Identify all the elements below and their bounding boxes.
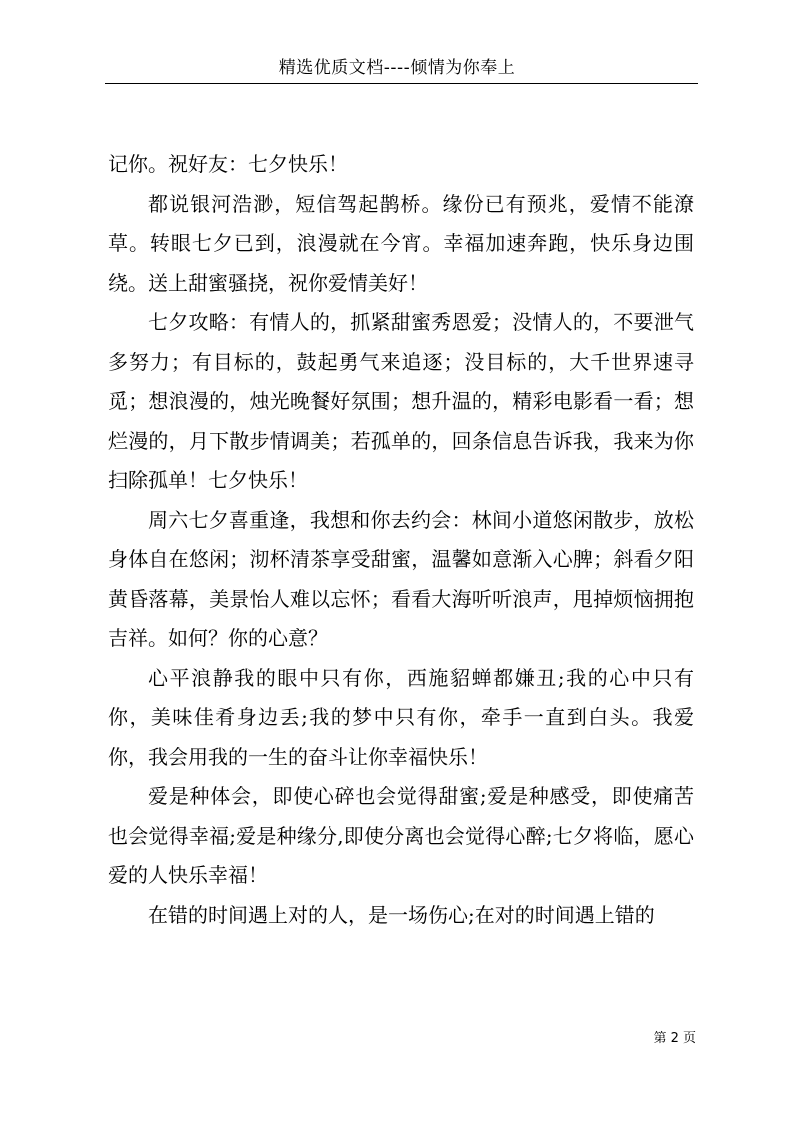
paragraph: 都说银河浩渺，短信驾起鹊桥。缘份已有预兆，爱情不能潦草。转眼七夕已到，浪漫就在今宵。幸福加速奔跑，快乐身边围绕。送上甜蜜骚挠，祝你爱情美好！ <box>108 191 694 295</box>
paragraph: 在错的时间遇上对的人，是一场伤心;在对的时间遇上错的 <box>148 902 655 927</box>
paragraph: 七夕攻略：有情人的，抓紧甜蜜秀恩爱；没情人的，不要泄气多努力；有目标的，鼓起勇气来追逐；没目标的，大千世界速寻觅；想浪漫的，烛光晚餐好氛围；想升温的，精彩电影看一看；想烂漫的，月下散步情调美；若孤单的，回条信息告诉我，我来为你扫除孤单！七夕快乐！ <box>108 310 694 492</box>
paragraph: 周六七夕喜重逢，我想和你去约会：林间小道悠闲散步，放松身体自在悠闲；沏杯清茶享受甜蜜，温馨如意渐入心脾；斜看夕阳黄昏落幕，美景怡人难以忘怀；看看大海听听浪声，甩掉烦恼拥抱吉祥。如何？你的心意？ <box>108 507 694 650</box>
page-header: 精选优质文档----倾情为你奉上 <box>278 58 516 78</box>
page-number: 第 2 页 <box>653 1031 696 1046</box>
document-body <box>108 145 694 935</box>
paragraph-continuation: 记你。祝好友：七夕快乐！ <box>108 152 348 176</box>
header-divider <box>105 83 698 84</box>
paragraph: 心平浪静我的眼中只有你，西施貂蝉都嫌丑;我的心中只有你，美味佳肴身边丢;我的梦中只有你，牵手一直到白头。我爱你，我会用我的一生的奋斗让你幸福快乐！ <box>108 665 694 769</box>
paragraph: 爱是种体会，即使心碎也会觉得甜蜜;爱是种感受，即使痛苦也会觉得幸福;爱是种缘分,即使分离也会觉得心醉;七夕将临，愿心爱的人快乐幸福！ <box>108 784 694 887</box>
